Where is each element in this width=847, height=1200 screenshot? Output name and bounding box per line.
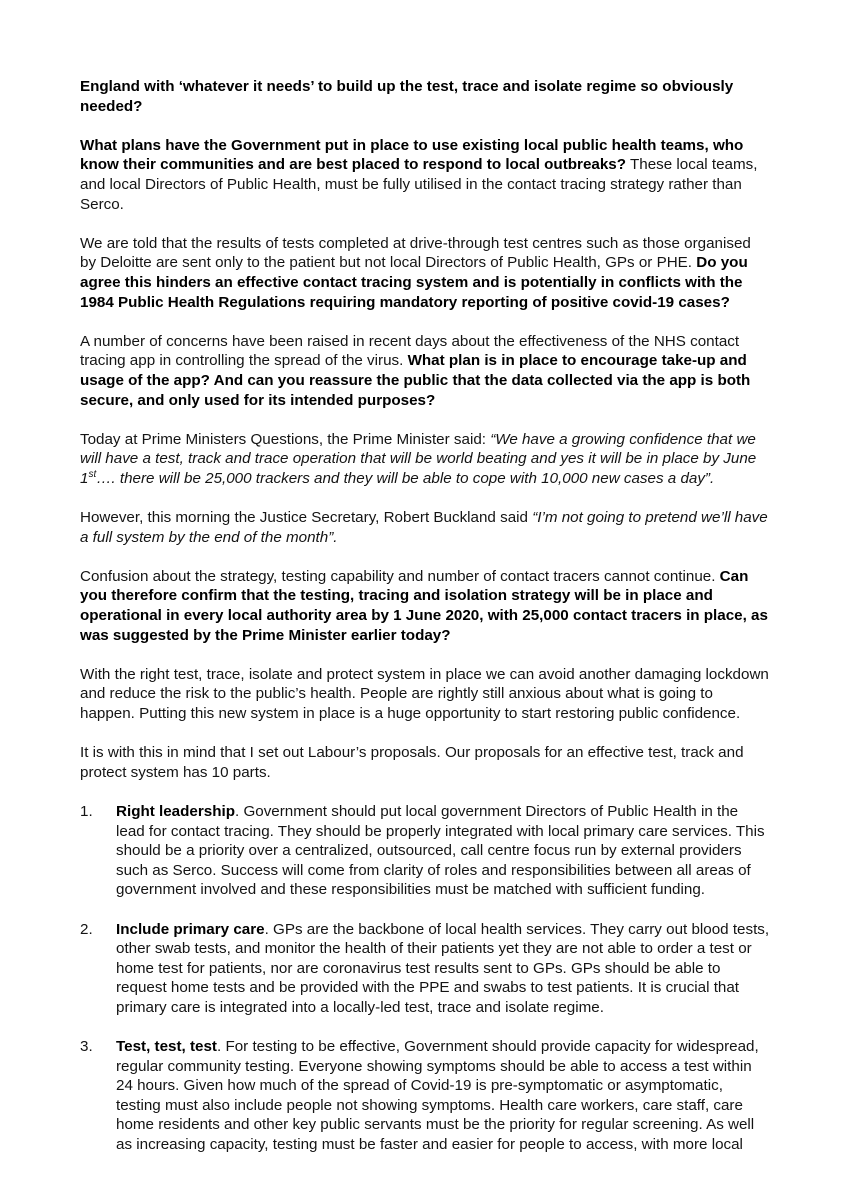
body-text: Confusion about the strategy, testing capability and number of contact tracers cannot continue.	[80, 567, 720, 585]
paragraph-justice-secretary	[80, 508, 770, 547]
paragraph-proposals	[80, 743, 770, 782]
paragraph-local-teams	[80, 136, 770, 214]
paragraph-test-results	[80, 234, 770, 312]
body-text: These local teams, and local Directors of Public Health, must be fully utilised in the contact tracing strategy rather than Serco.	[80, 156, 758, 213]
body-text: We are told that the results of tests completed at drive-through test centres such as those organised by Deloitte are sent only to the patient but not local Directors of Public Health, GPs or PHE.	[80, 234, 751, 272]
quote-text: “We have a growing confidence that we will have a test, track and trace operation that will be world beating and yes it will be in place by June 1st…. there will be 25,000 trackers and they will be able to cope with 10,000 new cases a day”.	[80, 430, 757, 487]
list-body: . For testing to be effective, Government should provide capacity for widespread, regular community testing. Everyone showing symptoms should be able to access a test within 24 hours. Given how much of the spread of Covid-19 is pre-symptomatic or asymptomatic, testing must also include people not showing symptoms. Health care workers, care staff, care home residents and other key public servants must be the priority for regular screening. As well as increasing capacity, testing must be faster and easier for people to access, with more local	[116, 1038, 759, 1154]
question-text: What plan is in place to encourage take-up and usage of the app? And can you reassure the public that the data collected via the app is both secure, and only used for its intended purposes?	[80, 352, 751, 409]
paragraph-pmq	[80, 430, 770, 489]
question-text: What plans have the Government put in place to use existing local public health teams, who know their communities and are best placed to respond to local outbreaks?	[80, 136, 744, 174]
list-item	[80, 802, 770, 900]
paragraph-intro	[80, 77, 770, 116]
paragraph-app	[80, 332, 770, 410]
paragraph-confusion	[80, 567, 770, 645]
question-text: England with ‘whatever it needs’ to build up the test, trace and isolate regime so obviously needed?	[80, 78, 734, 115]
list-item	[80, 920, 770, 1018]
list-body: . Government should put local government Directors of Public Health in the lead for contact tracing. They should be properly integrated with local primary care services. This should be a priority over a centralized, outsourced, call centre focus run by external providers such as Serco. Success will come from clarity of roles and responsibilities between all areas of government involved and these responsibilities must be matched with sufficient funding.	[116, 802, 765, 899]
question-text: Do you agree this hinders an effective contact tracing system and is potentially in conflicts with the 1984 Public Health Regulations requiring mandatory reporting of positive covid-19 cases?	[80, 254, 748, 311]
document-page	[80, 77, 770, 1174]
list-heading: Include primary care	[116, 920, 265, 938]
question-text: Can you therefore confirm that the testing, tracing and isolation strategy will be in place and operational in every local authority area by 1 June 2020, with 25,000 contact tracers in place, as was suggested by the Prime Minister earlier today?	[80, 567, 768, 644]
list-heading: Test, test, test	[116, 1038, 217, 1056]
body-text: However, this morning the Justice Secretary, Robert Buckland said	[80, 509, 533, 527]
body-text: Today at Prime Ministers Questions, the Prime Minister said:	[80, 430, 491, 448]
list-item	[80, 1037, 770, 1155]
list-heading: Right leadership	[116, 802, 235, 820]
quote-text: “I’m not going to pretend we’ll have a full system by the end of the month”.	[80, 509, 768, 546]
body-text: It is with this in mind that I set out Labour’s proposals. Our proposals for an effective test, track and protect system has 10 parts.	[80, 744, 744, 781]
body-text: A number of concerns have been raised in recent days about the effectiveness of the NHS contact tracing app in controlling the spread of the virus.	[80, 332, 740, 370]
list-number: 1.	[80, 802, 93, 820]
list-body: . GPs are the backbone of local health services. They carry out blood tests, other swab tests, and monitor the health of their patients yet they are not able to order a test or home test for patients, nor are coronavirus test results sent to GPs. GPs should be able to request home tests and be provided with the PPE and swabs to test patients. It is crucial that primary care is integrated into a locally-led test, trace and isolate regime.	[116, 920, 770, 1016]
list-number: 2.	[80, 920, 93, 938]
list-number: 3.	[80, 1038, 93, 1056]
body-text: With the right test, trace, isolate and protect system in place we can avoid another damaging lockdown and reduce the risk to the public’s health. People are rightly still anxious about what is going to happen. Putting this new system in place is a huge opportunity to start restoring public confidence.	[80, 665, 769, 722]
paragraph-right-system	[80, 665, 770, 724]
